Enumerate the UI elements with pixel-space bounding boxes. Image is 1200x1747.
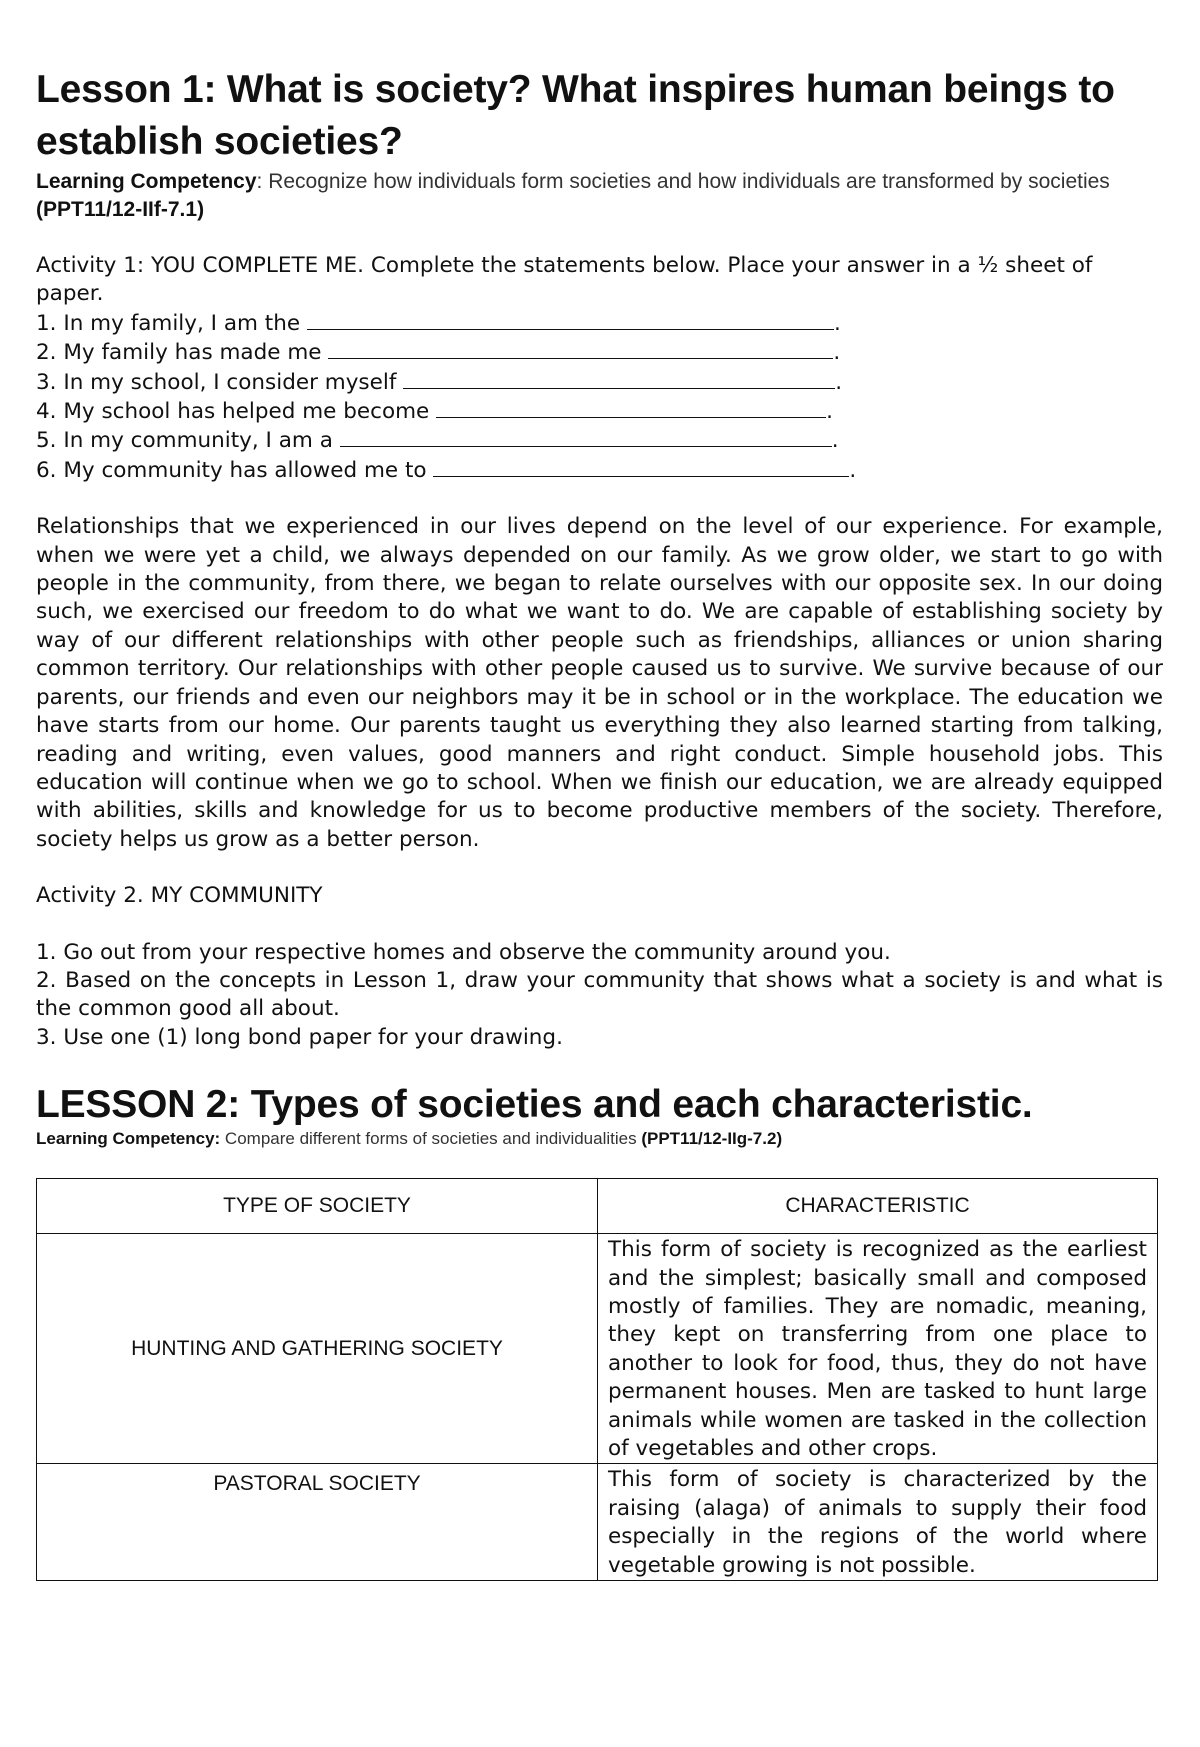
activity1-item: 5. In my community, I am a .	[36, 428, 839, 454]
lesson1-title: Lesson 1: What is society? What inspires human beings to establish societies?	[36, 68, 1115, 163]
activity1-item: 1. In my family, I am the .	[36, 310, 841, 336]
activity2-list	[36, 939, 1163, 1053]
answer-blank[interactable]	[307, 309, 834, 330]
activity2-heading: Activity 2. MY COMMUNITY	[36, 883, 323, 909]
activity1-item: 3. In my school, I consider myself .	[36, 369, 843, 395]
answer-blank[interactable]	[340, 426, 832, 447]
activity1-list	[36, 309, 1163, 485]
table-header-row	[37, 1179, 1158, 1234]
lesson1-competency	[36, 168, 1163, 224]
activity1-item: 2. My family has made me .	[36, 340, 841, 366]
lesson2-title: LESSON 2: Types of societies and each characteristic.	[36, 1083, 1033, 1127]
lesson2-competency-text: Compare different forms of societies and individualities	[220, 1129, 642, 1149]
lesson1-competency-label: Learning Competency	[36, 170, 257, 193]
society-types-table	[36, 1178, 1158, 1581]
society-type-cell: HUNTING AND GATHERING SOCIETY	[37, 1234, 598, 1464]
society-type-cell: PASTORAL SOCIETY	[37, 1464, 598, 1581]
activity2-item: 1. Go out from your respective homes and observe the community around you.	[36, 939, 891, 965]
lesson1-paragraph: Relationships that we experienced in our lives depend on the level of our experience. For example, when we were yet a child, we always depended on our family. As we grow older, we start to go with people in the community, from there, we began to relate ourselves with our opposite sex. In our doing such, we exercised our freedom to do what we want to do. We are capable of establishing society by way of our different relationships with other people such as friendships, alliances or union sharing common territory. Our relationships with other people caused us to survive. We survive because of our parents, our friends and even our neighbors may it be in school or in the workplace. The education we have starts from our home. Our parents taught us everything they also learned starting from talking, reading and writing, even values, good manners and right conduct. Simple household jobs. This education will continue when we go to school. When we finish our education, we are already equipped with abilities, skills and knowledge for us to become productive members of the society. Therefore, society helps us grow as a better person.	[36, 514, 1163, 852]
lesson2-competency-code: (PPT11/12-IIg-7.2)	[641, 1129, 783, 1149]
table-row	[37, 1464, 1158, 1581]
answer-blank[interactable]	[433, 456, 849, 477]
lesson1-competency-text: : Recognize how individuals form societies and how individuals are transformed by societies	[256, 170, 1110, 193]
characteristic-cell: This form of society is characterized by the raising (alaga) of animals to supply their food especially in the regions of the world where vegetable growing is not possible.	[598, 1464, 1158, 1581]
lesson1-competency-code: (PPT11/12-IIf-7.1)	[36, 198, 205, 221]
lesson2-competency-label: Learning Competency:	[36, 1129, 221, 1149]
activity2-item: 3. Use one (1) long bond paper for your drawing.	[36, 1024, 563, 1050]
answer-blank[interactable]	[436, 397, 826, 418]
activity1-item: 6. My community has allowed me to .	[36, 457, 857, 483]
table-row	[37, 1234, 1158, 1464]
answer-blank[interactable]	[403, 368, 835, 389]
lesson2-competency	[36, 1128, 1163, 1150]
activity1-item: 4. My school has helped me become .	[36, 399, 833, 425]
worksheet-page	[36, 64, 1163, 1581]
activity2-item: 2. Based on the concepts in Lesson 1, draw your community that shows what a society is and what is the common good all about.	[36, 967, 1163, 1022]
activity1-heading: Activity 1: YOU COMPLETE ME. Complete the statements below. Place your answer in a ½ sheet of paper.	[36, 253, 1093, 307]
column-header-characteristic: CHARACTERISTIC	[598, 1179, 1158, 1234]
characteristic-cell: This form of society is recognized as the earliest and the simplest; basically small and composed mostly of families. They are nomadic, meaning, they kept on transferring from one place to another to look for food, thus, they do not have permanent houses. Men are tasked to hunt large animals while women are tasked in the collection of vegetables and other crops.	[598, 1234, 1158, 1464]
column-header-type: TYPE OF SOCIETY	[37, 1179, 598, 1234]
answer-blank[interactable]	[328, 338, 833, 359]
